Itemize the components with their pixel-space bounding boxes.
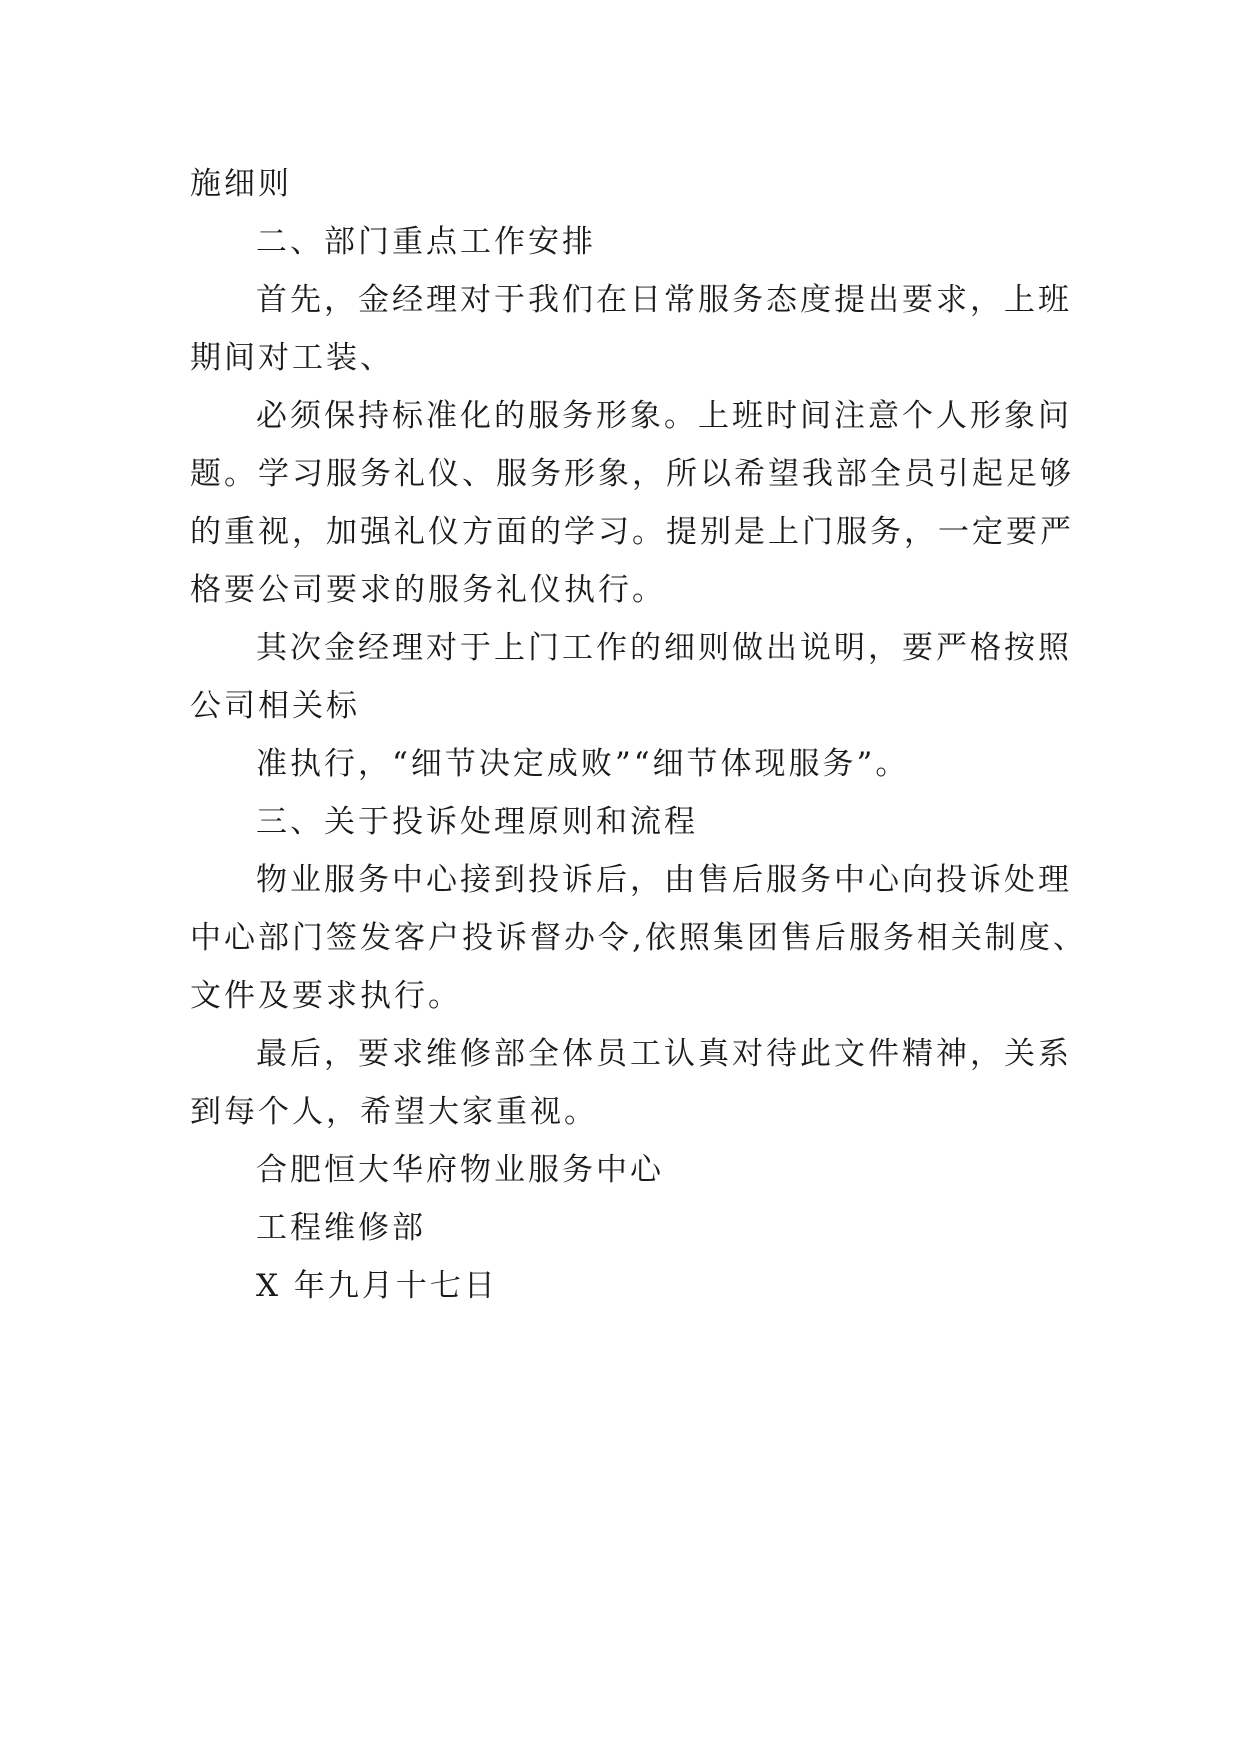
text-line: 格要公司要求的服务礼仪执行。 (190, 572, 666, 608)
section-heading: 二、部门重点工作安排 (256, 224, 596, 260)
text-line: 物业服务中心接到投诉后，由售后服务中心向投诉处理 (256, 862, 1072, 898)
text-line: 公司相关标 (190, 688, 360, 724)
text-line: 最后，要求维修部全体员工认真对待此文件精神，关系 (256, 1036, 1072, 1072)
text-line: 首先，金经理对于我们在日常服务态度提出要求，上班 (256, 282, 1072, 318)
text-line: 到每个人，希望大家重视。 (190, 1094, 598, 1130)
signature-organization: 合肥恒大华府物业服务中心 (256, 1152, 664, 1188)
text-line: 准执行，“细节决定成败”“细节体现服务”。 (256, 746, 910, 782)
text-line: 中心部门签发客户投诉督办令,依照集团售后服务相关制度、 (190, 920, 1087, 956)
signature-date: X 年九月十七日 (256, 1268, 498, 1304)
text-line: 期间对工装、 (190, 340, 394, 376)
text-line: 必须保持标准化的服务形象。上班时间注意个人形象问 (256, 398, 1072, 434)
text-line: 题。学习服务礼仪、服务形象，所以希望我部全员引起足够 (190, 456, 1074, 492)
signature-department: 工程维修部 (256, 1210, 426, 1246)
text-line: 的重视，加强礼仪方面的学习。提别是上门服务，一定要严 (190, 514, 1074, 550)
text-line: 文件及要求执行。 (190, 978, 462, 1014)
text-line: 其次金经理对于上门工作的细则做出说明，要严格按照 (256, 630, 1072, 666)
section-heading: 三、关于投诉处理原则和流程 (256, 804, 698, 840)
text-line: 施细则 (190, 166, 292, 202)
